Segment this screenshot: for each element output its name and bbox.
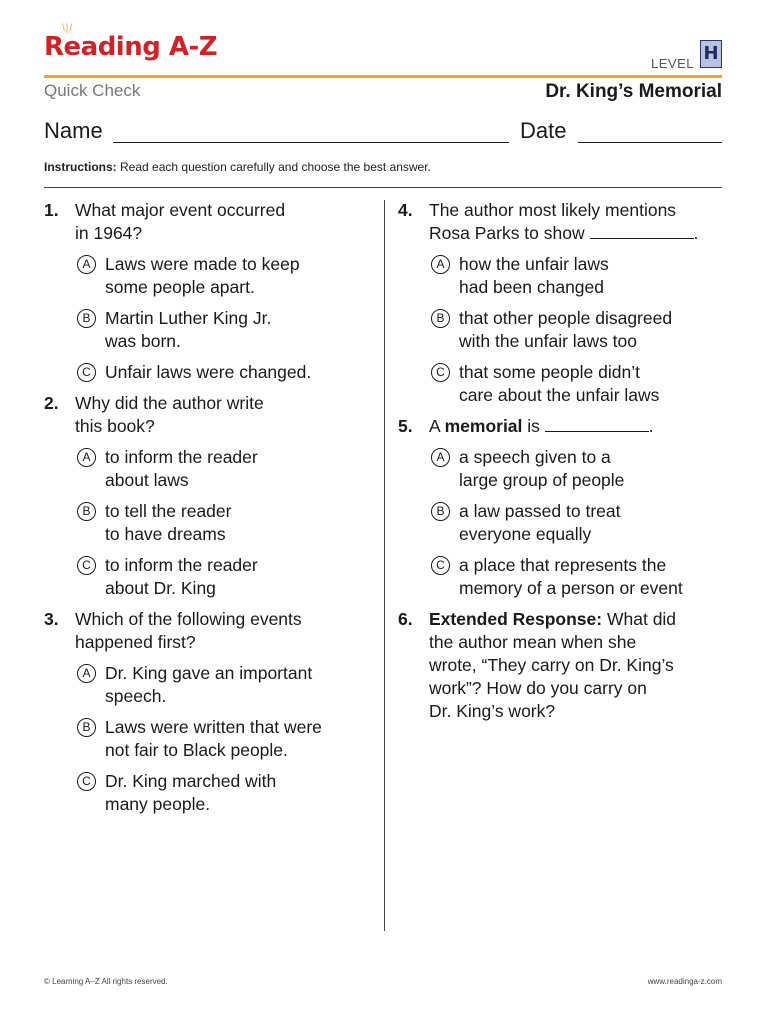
question-5 [398, 415, 728, 600]
option-line: care about the unfair laws [459, 385, 660, 405]
option-bubble-icon[interactable]: A [431, 448, 450, 467]
option-b[interactable] [75, 500, 374, 546]
option-line: was born. [105, 331, 181, 351]
question-text [429, 415, 728, 438]
option-bubble-icon[interactable]: A [431, 255, 450, 274]
option-bubble-icon[interactable]: C [77, 556, 96, 575]
question-tail: . [648, 416, 654, 436]
option-a[interactable] [75, 662, 374, 708]
option-line: Dr. King gave an important [105, 663, 313, 683]
left-column [44, 199, 374, 824]
option-a[interactable] [429, 446, 728, 492]
option-c[interactable] [429, 361, 728, 407]
option-line: speech. [105, 686, 167, 706]
divider [44, 187, 722, 188]
question-6 [398, 608, 728, 723]
question-number: 5. [398, 416, 413, 436]
question-line: in 1964? [75, 223, 143, 243]
option-bubble-icon[interactable]: B [77, 309, 96, 328]
option-line: many people. [105, 794, 211, 814]
option-b[interactable] [429, 307, 728, 353]
option-line: to inform the reader [105, 555, 258, 575]
question-text [429, 608, 728, 723]
question-text [75, 199, 374, 245]
quick-check-label: Quick Check [44, 81, 141, 100]
question-line: the author mean when she [429, 632, 637, 652]
option-line: Martin Luther King Jr. [105, 308, 272, 328]
option-line: Laws were written that were [105, 717, 322, 737]
options [75, 253, 374, 384]
option-bubble-icon[interactable]: B [77, 718, 96, 737]
option-bubble-icon[interactable]: C [431, 556, 450, 575]
options [429, 253, 728, 407]
option-c[interactable] [75, 361, 374, 384]
question-text [75, 608, 374, 654]
question-1 [44, 199, 374, 384]
name-label: Name [44, 118, 103, 143]
question-line: Rosa Parks to show [429, 223, 585, 243]
option-a[interactable] [429, 253, 728, 299]
question-text [75, 392, 374, 438]
reading-az-logo: Reading A-Z [44, 32, 218, 62]
option-line: that other people disagreed [459, 308, 673, 328]
question-2 [44, 392, 374, 600]
options [75, 662, 374, 816]
option-line: memory of a person or event [459, 578, 683, 598]
name-date-row [44, 118, 722, 146]
question-line: What did [606, 609, 677, 629]
option-bubble-icon[interactable]: C [77, 363, 96, 382]
column-divider [384, 200, 385, 931]
question-line: Dr. King’s work? [429, 701, 556, 721]
level-badge: H [700, 40, 722, 68]
question-number: 6. [398, 609, 413, 629]
option-line: Unfair laws were changed. [105, 362, 312, 382]
level-label: LEVEL [651, 56, 694, 71]
option-line: with the unfair laws too [459, 331, 638, 351]
option-bubble-icon[interactable]: B [431, 502, 450, 521]
question-keyword: memorial [444, 416, 523, 436]
question-number: 2. [44, 393, 59, 413]
question-3 [44, 608, 374, 816]
book-title: Dr. King’s Memorial [545, 81, 722, 102]
question-line: this book? [75, 416, 155, 436]
option-a[interactable] [75, 253, 374, 299]
option-line: about laws [105, 470, 189, 490]
option-bubble-icon[interactable]: B [77, 502, 96, 521]
option-line: large group of people [459, 470, 625, 490]
question-number: 1. [44, 200, 59, 220]
question-line: Which of the following events [75, 609, 302, 629]
question-text [429, 199, 728, 245]
instructions-label: Instructions: [44, 160, 117, 174]
question-line: What major event occurred [75, 200, 286, 220]
option-line: that some people didn’t [459, 362, 640, 382]
options [75, 446, 374, 600]
question-number: 3. [44, 609, 59, 629]
header-rule [44, 75, 722, 78]
right-column [398, 199, 728, 731]
answer-blank[interactable] [590, 223, 694, 239]
question-number: 4. [398, 200, 413, 220]
question-line: The author most likely mentions [429, 200, 677, 220]
question-tail: . [693, 223, 699, 243]
option-c[interactable] [429, 554, 728, 600]
answer-blank[interactable] [545, 416, 649, 432]
option-line: Laws were made to keep [105, 254, 300, 274]
date-field[interactable] [578, 142, 722, 143]
option-b[interactable] [429, 500, 728, 546]
question-line: work”? How do you carry on [429, 678, 647, 698]
option-bubble-icon[interactable]: A [77, 664, 96, 683]
option-line: about Dr. King [105, 578, 216, 598]
option-bubble-icon[interactable]: C [77, 772, 96, 791]
option-line: Dr. King marched with [105, 771, 277, 791]
options [429, 446, 728, 600]
extended-response-label: Extended Response: [429, 609, 603, 629]
option-b[interactable] [75, 716, 374, 762]
option-line: a law passed to treat [459, 501, 621, 521]
question-4 [398, 199, 728, 407]
option-c[interactable] [75, 770, 374, 816]
option-line: how the unfair laws [459, 254, 609, 274]
option-a[interactable] [75, 446, 374, 492]
option-bubble-icon[interactable]: A [77, 448, 96, 467]
name-field[interactable] [113, 142, 509, 143]
option-line: to tell the reader [105, 501, 232, 521]
option-line: a speech given to a [459, 447, 611, 467]
question-line: Why did the author write [75, 393, 264, 413]
option-bubble-icon[interactable]: A [77, 255, 96, 274]
option-line: had been changed [459, 277, 604, 297]
logo-rays-icon: \|/ [62, 23, 74, 34]
instructions [44, 160, 431, 174]
option-line: some people apart. [105, 277, 255, 297]
option-line: to have dreams [105, 524, 226, 544]
instructions-text: Read each question carefully and choose the best answer. [120, 160, 431, 174]
question-pre: A [429, 416, 440, 436]
option-line: not fair to Black people. [105, 740, 288, 760]
option-bubble-icon[interactable]: B [431, 309, 450, 328]
question-post: is [527, 416, 540, 436]
option-c[interactable] [75, 554, 374, 600]
date-label: Date [520, 118, 567, 143]
option-line: everyone equally [459, 524, 592, 544]
option-line: to inform the reader [105, 447, 258, 467]
question-line: happened first? [75, 632, 196, 652]
website-link[interactable]: www.readinga-z.com [647, 977, 722, 986]
option-bubble-icon[interactable]: C [431, 363, 450, 382]
question-line: wrote, “They carry on Dr. King’s [429, 655, 674, 675]
option-b[interactable] [75, 307, 374, 353]
option-line: a place that represents the [459, 555, 667, 575]
copyright-text: © Learning A–Z All rights reserved. [44, 977, 168, 986]
